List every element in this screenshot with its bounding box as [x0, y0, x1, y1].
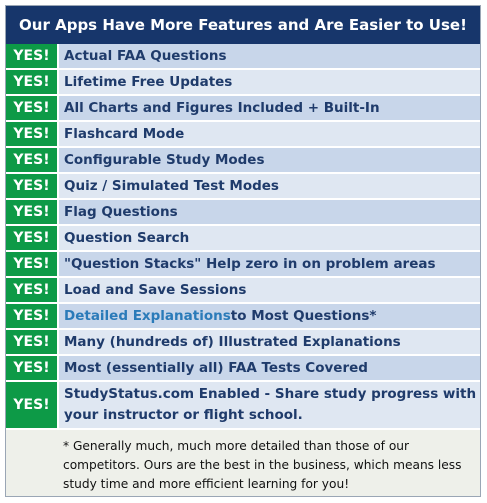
feature-row-charts-figures: [6, 96, 480, 122]
yes-badge: YES!: [6, 148, 59, 172]
yes-badge: YES!: [6, 200, 59, 224]
feature-row-flag-questions: [6, 200, 480, 226]
yes-badge: YES!: [6, 226, 59, 250]
feature-label: Flag Questions: [59, 200, 480, 224]
features-comparison-table: [5, 5, 481, 497]
feature-label: Many (hundreds of) Illustrated Explanations: [59, 330, 480, 354]
feature-row-load-save: [6, 278, 480, 304]
feature-label-rest: to Most Questions*: [230, 308, 377, 324]
yes-badge: YES!: [6, 304, 59, 328]
feature-label: StudyStatus.com Enabled - Share study progress with your instructor or flight school.: [59, 382, 480, 428]
yes-badge: YES!: [6, 356, 59, 380]
feature-row-question-stacks: [6, 252, 480, 278]
yes-badge: YES!: [6, 174, 59, 198]
feature-label: All Charts and Figures Included + Built-In: [59, 96, 480, 120]
feature-label: Question Search: [59, 226, 480, 250]
yes-badge: YES!: [6, 70, 59, 94]
yes-badge: YES!: [6, 252, 59, 276]
feature-label: [59, 304, 480, 328]
feature-row-free-updates: [6, 70, 480, 96]
feature-row-quiz-modes: [6, 174, 480, 200]
table-header: Our Apps Have More Features and Are Easier to Use!: [6, 6, 480, 44]
feature-label: Lifetime Free Updates: [59, 70, 480, 94]
yes-badge: YES!: [6, 96, 59, 120]
feature-row-study-modes: [6, 148, 480, 174]
feature-label: Most (essentially all) FAA Tests Covered: [59, 356, 480, 380]
feature-label: Actual FAA Questions: [59, 44, 480, 68]
yes-badge: YES!: [6, 382, 59, 428]
yes-badge: YES!: [6, 330, 59, 354]
feature-row-faa-tests: [6, 356, 480, 382]
yes-badge: YES!: [6, 44, 59, 68]
feature-label: "Question Stacks" Help zero in on problem areas: [59, 252, 480, 276]
footnote: * Generally much, much more detailed than those of our competitors. Ours are the best in the business, which means less study time and more efficient learning for you!: [63, 439, 462, 491]
feature-row-detailed-explanations: [6, 304, 480, 330]
feature-label: Flashcard Mode: [59, 122, 480, 146]
feature-row-flashcard-mode: [6, 122, 480, 148]
highlighted-phrase: Detailed Explanations: [64, 308, 231, 324]
feature-row-faa-questions: [6, 44, 480, 70]
yes-badge: YES!: [6, 278, 59, 302]
feature-row-question-search: [6, 226, 480, 252]
yes-badge: YES!: [6, 122, 59, 146]
feature-row-studystatus: [6, 382, 480, 430]
feature-label: Load and Save Sessions: [59, 278, 480, 302]
feature-label: Quiz / Simulated Test Modes: [59, 174, 480, 198]
feature-rows: [6, 44, 480, 430]
feature-label: Configurable Study Modes: [59, 148, 480, 172]
feature-row-illustrated-explanations: [6, 330, 480, 356]
